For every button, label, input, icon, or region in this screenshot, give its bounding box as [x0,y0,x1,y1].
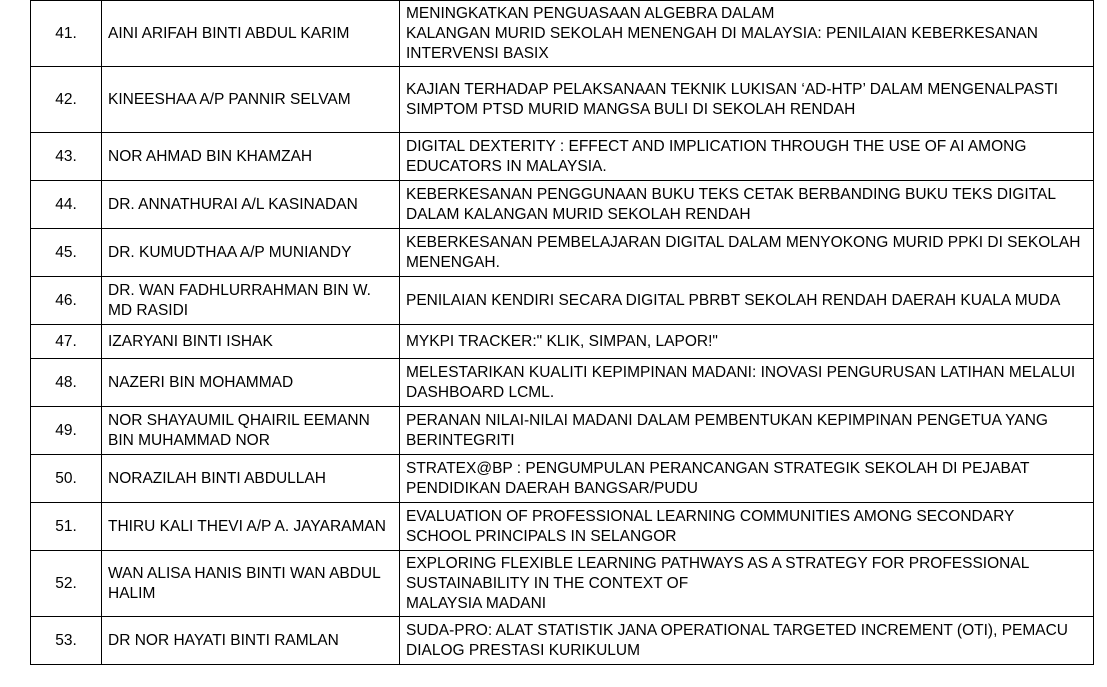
paper-title: KEBERKESANAN PENGGUNAAN BUKU TEKS CETAK BERBANDING BUKU TEKS DIGITAL DALAM KALANGAN MURID SEKOLAH RENDAH [400,181,1094,229]
table-row [31,181,1094,229]
participant-name: THIRU KALI THEVI A/P A. JAYARAMAN [102,503,400,551]
paper-title: PENILAIAN KENDIRI SECARA DIGITAL PBRBT SEKOLAH RENDAH DAERAH KUALA MUDA [400,277,1094,325]
table-row [31,1,1094,67]
participant-name: AINI ARIFAH BINTI ABDUL KARIM [102,1,400,67]
paper-title: MYKPI TRACKER:" KLIK, SIMPAN, LAPOR!" [400,325,1094,359]
participant-name: KINEESHAA A/P PANNIR SELVAM [102,67,400,133]
paper-title: PERANAN NILAI-NILAI MADANI DALAM PEMBENTUKAN KEPIMPINAN PENGETUA YANG BERINTEGRITI [400,407,1094,455]
row-number: 41. [31,1,102,67]
row-number: 51. [31,503,102,551]
table-row [31,67,1094,133]
participant-name: NOR AHMAD BIN KHAMZAH [102,133,400,181]
table-row [31,133,1094,181]
row-number: 47. [31,325,102,359]
participant-name: IZARYANI BINTI ISHAK [102,325,400,359]
paper-title: KAJIAN TERHADAP PELAKSANAAN TEKNIK LUKISAN ‘AD-HTP’ DALAM MENGENALPASTI SIMPTOM PTSD MURID MANGSA BULI DI SEKOLAH RENDAH [400,67,1094,133]
participants-table [30,0,1094,665]
row-number: 46. [31,277,102,325]
table-row [31,455,1094,503]
table-row [31,277,1094,325]
table-row [31,503,1094,551]
row-number: 45. [31,229,102,277]
table-row [31,407,1094,455]
row-number: 48. [31,359,102,407]
paper-title: DIGITAL DEXTERITY : EFFECT AND IMPLICATION THROUGH THE USE OF AI AMONG EDUCATORS IN MALAYSIA. [400,133,1094,181]
table-row [31,229,1094,277]
participant-name: DR. ANNATHURAI A/L KASINADAN [102,181,400,229]
paper-title: EVALUATION OF PROFESSIONAL LEARNING COMMUNITIES AMONG SECONDARY SCHOOL PRINCIPALS IN SELANGOR [400,503,1094,551]
row-number: 50. [31,455,102,503]
paper-title: MELESTARIKAN KUALITI KEPIMPINAN MADANI: INOVASI PENGURUSAN LATIHAN MELALUI DASHBOARD LCML. [400,359,1094,407]
paper-title: SUDA-PRO: ALAT STATISTIK JANA OPERATIONAL TARGETED INCREMENT (OTI), PEMACU DIALOG PRESTASI KURIKULUM [400,617,1094,665]
paper-title: STRATEX@BP : PENGUMPULAN PERANCANGAN STRATEGIK SEKOLAH DI PEJABAT PENDIDIKAN DAERAH BANGSAR/PUDU [400,455,1094,503]
participant-name: WAN ALISA HANIS BINTI WAN ABDUL HALIM [102,551,400,617]
paper-title: EXPLORING FLEXIBLE LEARNING PATHWAYS AS A STRATEGY FOR PROFESSIONAL SUSTAINABILITY IN THE CONTEXT OF MALAYSIA MADANI [400,551,1094,617]
participant-name: DR. KUMUDTHAA A/P MUNIANDY [102,229,400,277]
participant-name: NORAZILAH BINTI ABDULLAH [102,455,400,503]
paper-title: KEBERKESANAN PEMBELAJARAN DIGITAL DALAM MENYOKONG MURID PPKI DI SEKOLAH MENENGAH. [400,229,1094,277]
row-number: 52. [31,551,102,617]
table-row [31,551,1094,617]
row-number: 42. [31,67,102,133]
paper-title: MENINGKATKAN PENGUASAAN ALGEBRA DALAM KALANGAN MURID SEKOLAH MENENGAH DI MALAYSIA: PENILAIAN KEBERKESANAN INTERVENSI BASIX [400,1,1094,67]
participant-name: NOR SHAYAUMIL QHAIRIL EEMANN BIN MUHAMMAD NOR [102,407,400,455]
participant-name: DR NOR HAYATI BINTI RAMLAN [102,617,400,665]
table-row [31,617,1094,665]
table-row [31,325,1094,359]
participant-name: DR. WAN FADHLURRAHMAN BIN W. MD RASIDI [102,277,400,325]
row-number: 43. [31,133,102,181]
table-row [31,359,1094,407]
participant-name: NAZERI BIN MOHAMMAD [102,359,400,407]
row-number: 49. [31,407,102,455]
row-number: 44. [31,181,102,229]
row-number: 53. [31,617,102,665]
